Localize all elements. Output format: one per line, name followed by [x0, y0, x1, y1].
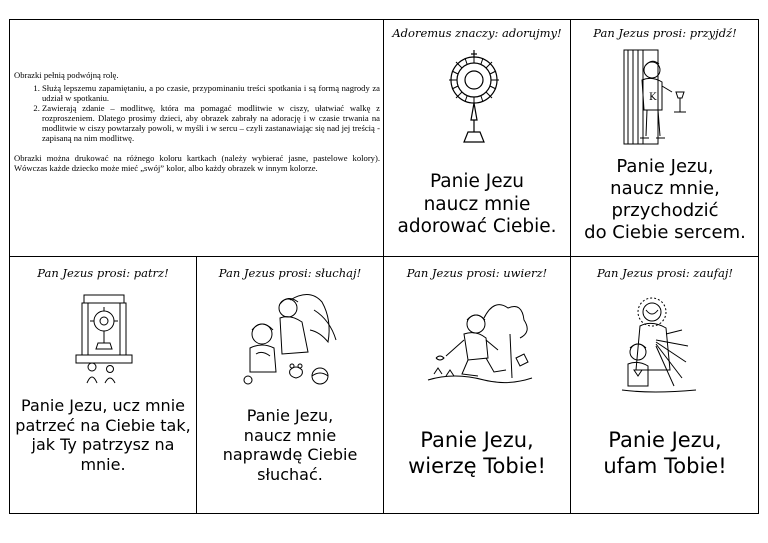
card-title: Pan Jezus prosi: słuchaj!: [218, 266, 362, 280]
prayer-line: naucz mnie,: [610, 177, 720, 199]
prayer-line: Panie Jezu: [429, 171, 525, 192]
card-prayer: [10, 396, 196, 474]
prayer-line: Panie Jezu, ucz mnie: [21, 396, 185, 415]
prayer-line: Panie Jezu,: [608, 428, 722, 452]
prayer-line: Panie Jezu,: [246, 406, 334, 425]
card-title: Pan Jezus prosi: uwierz!: [406, 266, 548, 280]
intro-text: [14, 70, 380, 176]
svg-text:K: K: [649, 92, 657, 103]
divine-mercy-icon: [616, 290, 706, 405]
prayer-line: naucz mnie: [243, 425, 337, 445]
card-title: Pan Jezus prosi: przyjdź!: [593, 26, 737, 40]
prayer-line: mnie.: [80, 454, 126, 474]
adoration-altar-icon: [72, 293, 136, 390]
prayer-line: naprawdę Ciebie: [222, 445, 358, 465]
child-with-angel-icon: [240, 290, 340, 395]
prayer-line: ufam Tobie!: [603, 453, 727, 478]
card-prayer: [571, 156, 759, 244]
prayer-line: przychodzić: [611, 199, 719, 221]
prayer-line: słuchać.: [257, 464, 323, 484]
prayer-line: Panie Jezu,: [616, 156, 714, 177]
card-title: Pan Jezus prosi: zaufaj!: [596, 266, 734, 280]
card-title: Adoremus znaczy: adorujmy!: [392, 26, 562, 40]
intro-lead: Obrazki pełnią podwójną rolę.: [14, 70, 119, 80]
intro-list-item: 1. Służą lepszemu zapamiętaniu, a po czasie, przypominaniu treści spotkania i są formą nagrody za udział w spotkaniu.: [42, 83, 380, 103]
card-prayer: [571, 428, 759, 479]
prayer-line: wierzę Tobie!: [408, 453, 546, 478]
prayer-line: Panie Jezu,: [420, 428, 534, 452]
prayer-line: adorować Ciebie.: [397, 216, 557, 238]
prayer-line: naucz mnie: [423, 193, 531, 215]
intro-list: [14, 83, 380, 143]
child-at-door-icon: [618, 48, 698, 153]
prayer-line: patrzeć na Ciebie tak,: [15, 415, 191, 435]
prayer-line: jak Ty patrzysz na: [31, 435, 175, 455]
intro-list-item: 2. Zawierają zdanie – modlitwę, która ma pomagać modlitwie w ciszy, ułatwiać walkę z rozproszeniem. Dlatego prosimy dzieci, aby obrazek zabrały na adorację i w czasie trwania na modlitwie w ciszy powtarzały powoli, w myśli i w sercu – czyli zastanawiając się nad jej treścią - zapisaną na nim modlitwę.: [42, 103, 380, 143]
child-in-garden-icon: [424, 298, 534, 393]
card-title: Pan Jezus prosi: patrz!: [37, 266, 169, 280]
card-prayer: [197, 406, 383, 484]
intro-note: Obrazki można drukować na różnego koloru kartkach (należy wybierać jasne, pastelowe kolory). Wówczas każde dziecko może mieć „swój” kolor, albo każdy obrazek w innym kolorze.: [14, 153, 380, 173]
row-divider: [9, 256, 759, 257]
prayer-line: do Ciebie sercem.: [584, 221, 746, 243]
card-prayer: [384, 428, 570, 479]
card-prayer: [384, 171, 570, 239]
monstrance-icon: [438, 50, 510, 155]
